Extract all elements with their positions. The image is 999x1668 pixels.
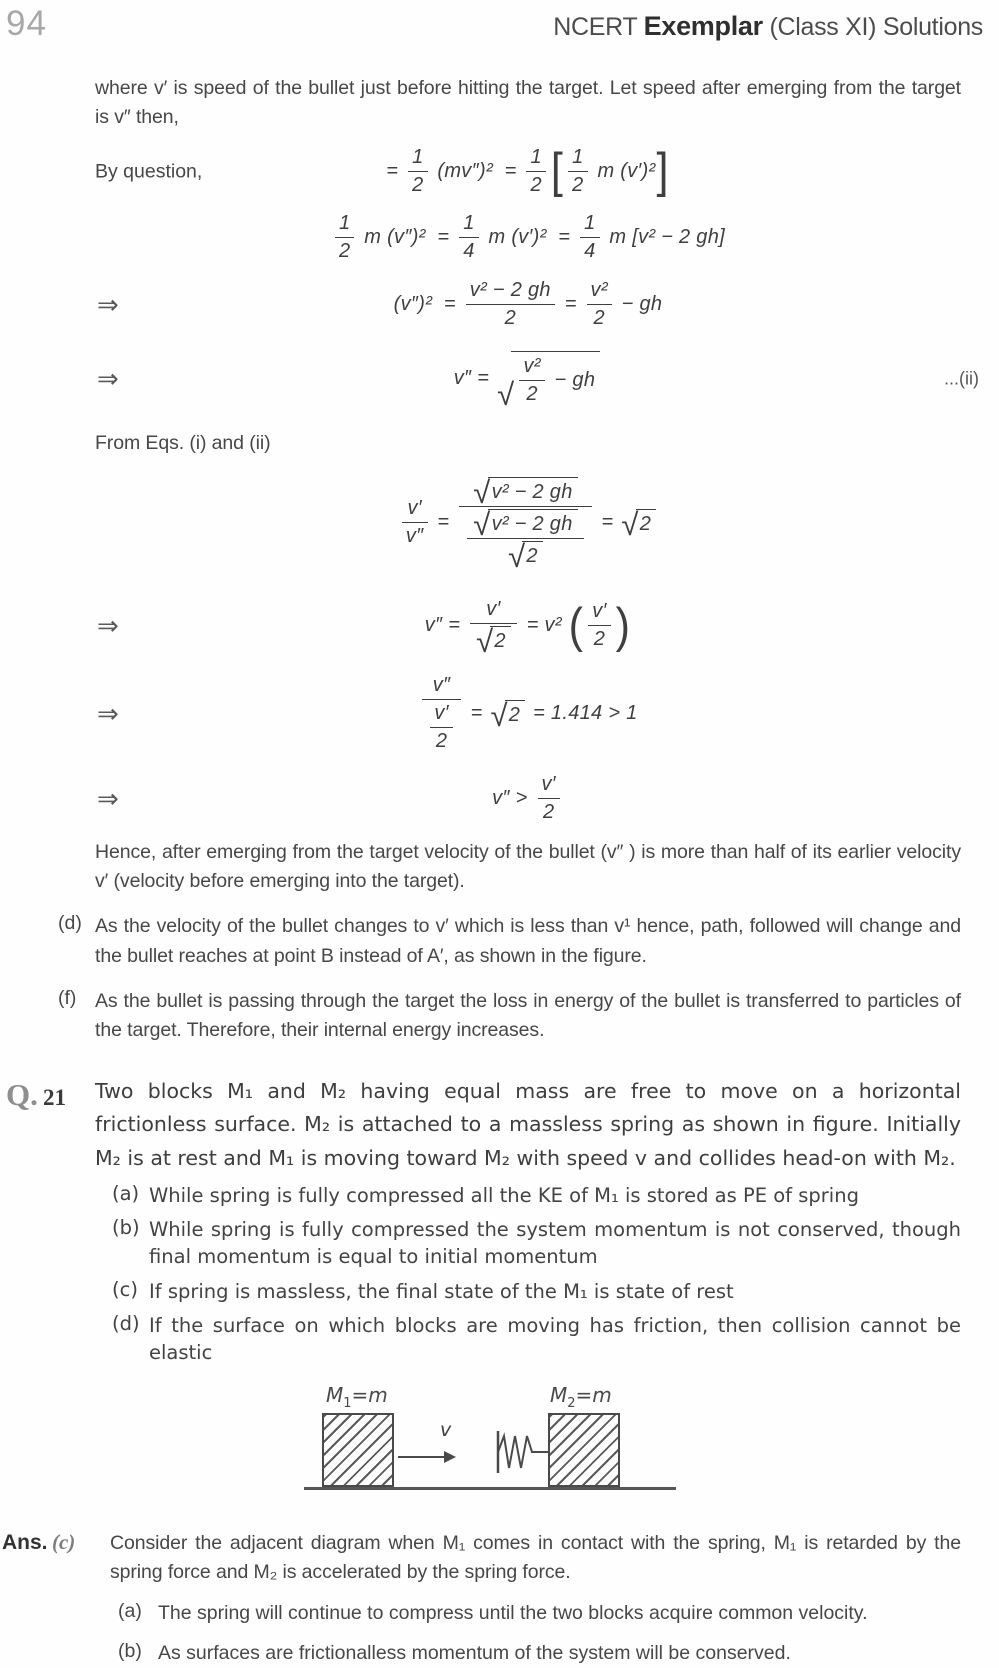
equation-2: $\frac{1}{2}$ m (v″)² = $\frac{1}{4}$ m (v′)² = $\frac{1}{4}$ m [v² − 2 gh] (331, 212, 725, 263)
option-a-label: (a) (112, 1181, 140, 1205)
item-d-label: (d) (58, 912, 82, 935)
block-m2-mass-label (550, 1383, 612, 1411)
answer-text: Consider the adjacent diagram when M₁ comes in contact with the spring, M₁ is retarded by the spring force and M₂ is accelerated by the spring force. (110, 1531, 961, 1583)
hence-paragraph: Hence, after emerging from the target velocity of the bullet (v″ ) is more than half of its earlier velocity v′ (velocity before emerging into the target). (95, 840, 961, 892)
equation-row-1 (95, 143, 961, 201)
equation-1: = $\frac{1}{2}$ (mv″)² = $\frac{1}{2}$ [ $\frac{1}{2}$ m (v′)² ] (386, 143, 669, 199)
book-title (553, 11, 983, 42)
ans-word: Ans. (2, 1530, 48, 1554)
option-d-text: If the surface on which blocks are moving has friction, then collision cannot be elastic (149, 1314, 961, 1365)
from-eqs-label: From Eqs. (i) and (ii) (95, 431, 271, 454)
option-b (112, 1216, 961, 1271)
question-body (95, 1075, 961, 1514)
m2-base: M (550, 1382, 568, 1407)
answer-point-a-text: The spring will continue to compress until the two blocks acquire common velocity. (158, 1602, 868, 1625)
page-number: 94 (6, 4, 47, 43)
option-a-text: While spring is fully compressed all the KE of M₁ is stored as PE of spring (149, 1183, 859, 1207)
question-number: 21 (42, 1085, 66, 1111)
option-b-label: (b) (112, 1216, 140, 1240)
option-c (112, 1278, 961, 1305)
equation-row-3 (95, 275, 961, 335)
question-label (6, 1075, 95, 1514)
book-title-bold: Exemplar (643, 11, 763, 41)
intro-paragraph: where v′ is speed of the bullet just before hitting the target. Let speed after emerging from the target is v″ then, (95, 77, 961, 129)
book-title-prefix: NCERT (553, 13, 644, 41)
equation-8: v″ > $\frac{v'}{2}$ (492, 773, 564, 824)
equation-7: $\frac{v''}{\frac{v'}{2}}$ = √ 2 = 1.414 > 1 (418, 674, 637, 753)
answer-point-a (118, 1600, 961, 1627)
m1-value: =m (351, 1382, 388, 1407)
implies-arrow: ⇒ (97, 610, 119, 641)
implies-arrow: ⇒ (97, 783, 119, 814)
option-b-text: While spring is fully compressed the system momentum is not conserved, though final momentum is equal to initial momentum (149, 1218, 961, 1269)
m2-subscript: 2 (567, 1395, 576, 1411)
implies-arrow: ⇒ (97, 363, 119, 393)
implies-arrow: ⇒ (97, 289, 119, 319)
page-header (0, 0, 999, 44)
item-f-label: (f) (58, 986, 77, 1009)
option-d-label: (d) (112, 1312, 140, 1336)
blocks-spring-figure (300, 1383, 680, 1505)
answer-choice: (c) (51, 1529, 76, 1554)
q-letter: Q. (6, 1077, 38, 1113)
m1-subscript: 1 (343, 1395, 352, 1411)
m1-base: M (326, 1382, 344, 1407)
equation-row-7 (95, 666, 961, 762)
option-c-label: (c) (112, 1277, 138, 1301)
spring-icon (494, 1427, 550, 1477)
option-a (112, 1182, 961, 1209)
equation-row-6 (95, 594, 961, 658)
block-m2 (548, 1413, 620, 1487)
equation-row-5 (95, 460, 961, 586)
option-c-text: If spring is massless, the final state of the M₁ is state of rest (149, 1279, 734, 1303)
answer-point-b (118, 1640, 961, 1667)
block-m1 (322, 1413, 394, 1487)
solution-content (58, 74, 979, 1045)
equation-row-4 (95, 343, 979, 415)
equation-6: v″ = v′ √ 2 = v² ( $\frac{v'}{2}$ ) (424, 598, 631, 659)
m2-value: =m (575, 1382, 612, 1407)
velocity-label: v (440, 1418, 452, 1441)
answer-point-b-label: (b) (118, 1640, 142, 1663)
equation-5: $\frac{v'}{v''}$ = √ v² − 2 gh √ v² − 2 gh √ 2 = √ 2 (398, 477, 658, 568)
option-d (112, 1312, 961, 1367)
item-f (58, 987, 961, 1046)
equation-row-2 (95, 209, 961, 267)
by-question-label: By question, (95, 160, 203, 182)
velocity-arrow-icon (398, 1443, 458, 1469)
block-m1-mass-label (326, 1383, 388, 1411)
book-title-suffix: (Class XI) Solutions (762, 13, 983, 41)
question-21 (6, 1075, 961, 1514)
implies-arrow: ⇒ (97, 698, 119, 729)
equation-4: v″ = √ $\frac{\text{v²}}{2}$ − gh (454, 351, 603, 406)
equation-row-8 (95, 770, 961, 828)
item-d (58, 912, 961, 971)
ground-line (304, 1487, 676, 1490)
question-text: Two blocks M₁ and M₂ having equal mass are free to move on a horizontal frictionless surface. M₂ is attached to a massless spring as shown in figure. Initially M₂ is at rest and M₁ is moving toward M₂ with speed v and collides head-on with M₂. (95, 1079, 961, 1170)
item-f-text: As the bullet is passing through the target the loss in energy of the bullet is transferred to particles of the target. Therefore, their internal energy increases. (95, 989, 961, 1041)
answer-point-a-label: (a) (118, 1600, 142, 1623)
item-d-text: As the velocity of the bullet changes to v′ which is less than v¹ hence, path, followed will change and the bullet reaches at point B instead of A′, as shown in the figure. (95, 915, 961, 967)
answer-block (2, 1529, 961, 1588)
answer-label (2, 1529, 110, 1588)
equation-number-ii: ...(ii) (944, 368, 979, 388)
answer-point-b-text: As surfaces are frictionalless momentum of the system will be conserved. (158, 1642, 791, 1665)
equation-3: (v″)² = $\frac{\text{v² − 2 gh}}{2}$ = $\frac{\text{v²}}{2}$ − gh (393, 279, 663, 329)
answer-body (110, 1529, 961, 1588)
